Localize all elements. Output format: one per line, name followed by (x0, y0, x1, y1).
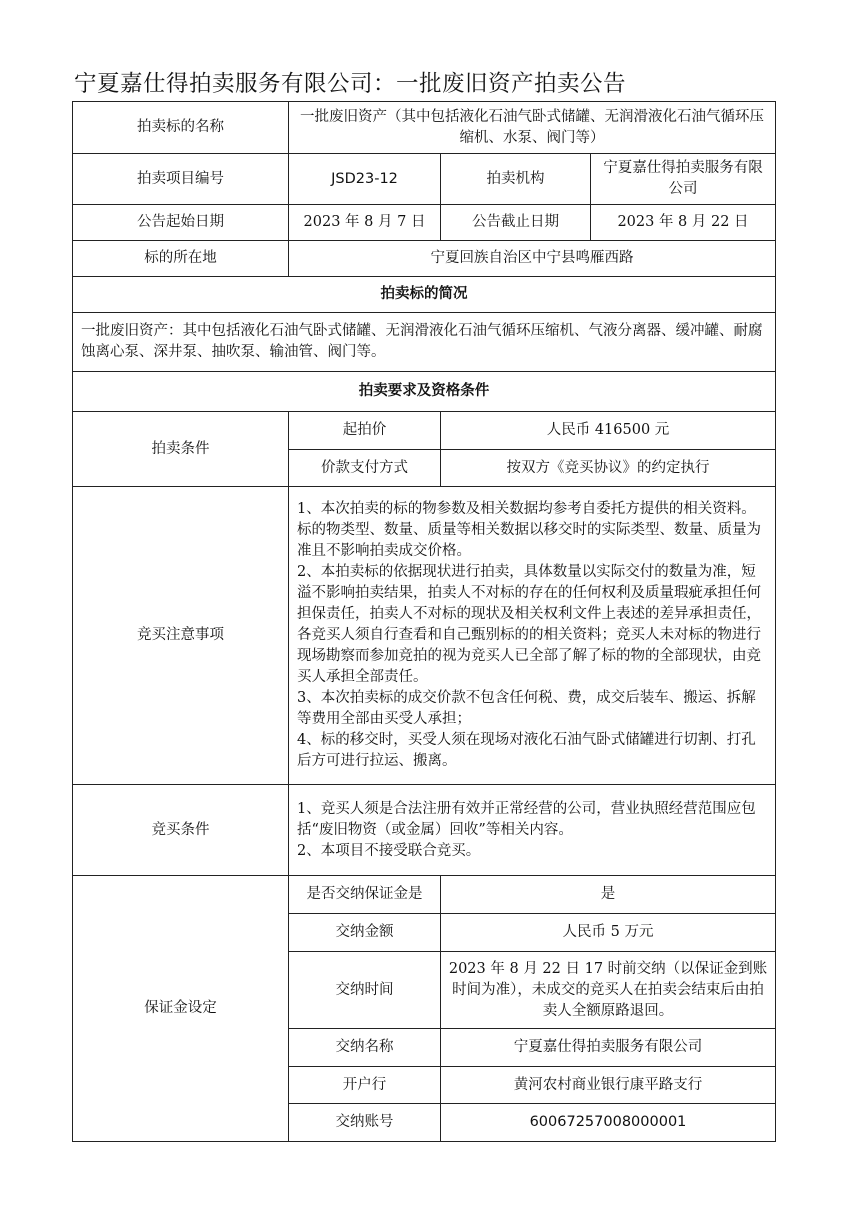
start-date-label: 公告起始日期 (73, 205, 289, 241)
starting-price-value: 人民币 416500 元 (441, 412, 776, 450)
agency-label: 拍卖机构 (441, 154, 591, 205)
bidder-condition-1: 1、竞买人须是合法注册有效并正常经营的公司，营业执照经营范围应包括“废旧物资（或金属）回收”等相关内容。 (297, 800, 756, 838)
deposit-bank-value: 黄河农村商业银行康平路支行 (441, 1067, 776, 1104)
conditions-label: 拍卖条件 (73, 412, 289, 487)
deposit-account-value: 60067257008000001 (441, 1104, 776, 1142)
agency-value: 宁夏嘉仕得拍卖服务有限公司 (591, 154, 776, 205)
deposit-account-label: 交纳账号 (289, 1104, 441, 1142)
location-label: 标的所在地 (73, 241, 289, 277)
row-requirements-heading (73, 372, 776, 412)
notes-item-3: 3、本次拍卖标的成交价款不包含任何税、费，成交后装车、搬运、拆解等费用全部由买受人承担； (297, 690, 756, 727)
notes-item-1: 1、本次拍卖的标的物参数及相关数据均参考自委托方提供的相关资料。标的物类型、数量、质量等相关数据以移交时的实际类型、数量、质量为准且不影响拍卖成交价格。 (297, 501, 761, 559)
notes-content (289, 487, 776, 785)
row-overview-text (73, 313, 776, 372)
deposit-amount-label: 交纳金额 (289, 914, 441, 952)
project-no-label: 拍卖项目编号 (73, 154, 289, 205)
row-deposit-required (73, 876, 776, 914)
end-date-label: 公告截止日期 (441, 205, 591, 241)
project-no-value: JSD23-12 (289, 154, 441, 205)
deposit-required-value: 是 (441, 876, 776, 914)
notes-item-2: 2、本拍卖标的依据现状进行拍卖，具体数量以实际交付的数量为准，短溢不影响拍卖结果，拍卖人不对标的存在的任何权利及质量瑕疵承担任何担保责任，拍卖人不对标的现状及相关权利文件上表述的差异承担责任，各竞买人须自行查看和自己甄别标的的相关资料；竞买人未对标的物进行现场勘察而参加竞拍的视为竞买人已全部了解了标的物的全部现状，由竞买人承担全部责任。 (297, 564, 761, 685)
bidder-condition-2: 2、本项目不接受联合竞买。 (297, 842, 481, 859)
bidder-conditions-label: 竞买条件 (73, 785, 289, 876)
row-bidder-conditions (73, 785, 776, 876)
start-date-value: 2023 年 8 月 7 日 (289, 205, 441, 241)
deposit-payee-label: 交纳名称 (289, 1029, 441, 1067)
overview-text: 一批废旧资产：其中包括液化石油气卧式储罐、无润滑液化石油气循环压缩机、气液分离器、缓冲罐、耐腐蚀离心泵、深井泵、抽吹泵、输油管、阀门等。 (73, 313, 776, 372)
deposit-payee-value: 宁夏嘉仕得拍卖服务有限公司 (441, 1029, 776, 1067)
deposit-time-value: 2023 年 8 月 22 日 17 时前交纳（以保证金到账时间为准），未成交的竞买人在拍卖会结束后由拍卖人全额原路退回。 (441, 952, 776, 1029)
subject-name-label: 拍卖标的名称 (73, 102, 289, 154)
starting-price-label: 起拍价 (289, 412, 441, 450)
page-title: 宁夏嘉仕得拍卖服务有限公司：一批废旧资产拍卖公告 (74, 71, 627, 97)
notes-item-4: 4、标的移交时，买受人须在现场对液化石油气卧式储罐进行切割、打孔后方可进行拉运、搬离。 (297, 732, 756, 769)
row-notes (73, 487, 776, 785)
deposit-time-label: 交纳时间 (289, 952, 441, 1029)
row-location (73, 241, 776, 277)
deposit-bank-label: 开户行 (289, 1067, 441, 1104)
requirements-heading: 拍卖要求及资格条件 (73, 372, 776, 412)
deposit-label: 保证金设定 (73, 876, 289, 1142)
subject-name-value: 一批废旧资产（其中包括液化石油气卧式储罐、无润滑液化石油气循环压缩机、水泵、阀门等） (289, 102, 776, 154)
location-value: 宁夏回族自治区中宁县鸣雁西路 (289, 241, 776, 277)
row-subject-name (73, 102, 776, 154)
deposit-amount-value: 人民币 5 万元 (441, 914, 776, 952)
end-date-value: 2023 年 8 月 22 日 (591, 205, 776, 241)
row-overview-heading (73, 277, 776, 313)
row-dates (73, 205, 776, 241)
row-project-agency (73, 154, 776, 205)
payment-label: 价款支付方式 (289, 450, 441, 487)
overview-heading: 拍卖标的简况 (73, 277, 776, 313)
row-starting-price (73, 412, 776, 450)
notes-label: 竞买注意事项 (73, 487, 289, 785)
auction-table (72, 101, 776, 1142)
payment-value: 按双方《竞买协议》的约定执行 (441, 450, 776, 487)
deposit-required-label: 是否交纳保证金是 (289, 876, 441, 914)
bidder-conditions-content (289, 785, 776, 876)
